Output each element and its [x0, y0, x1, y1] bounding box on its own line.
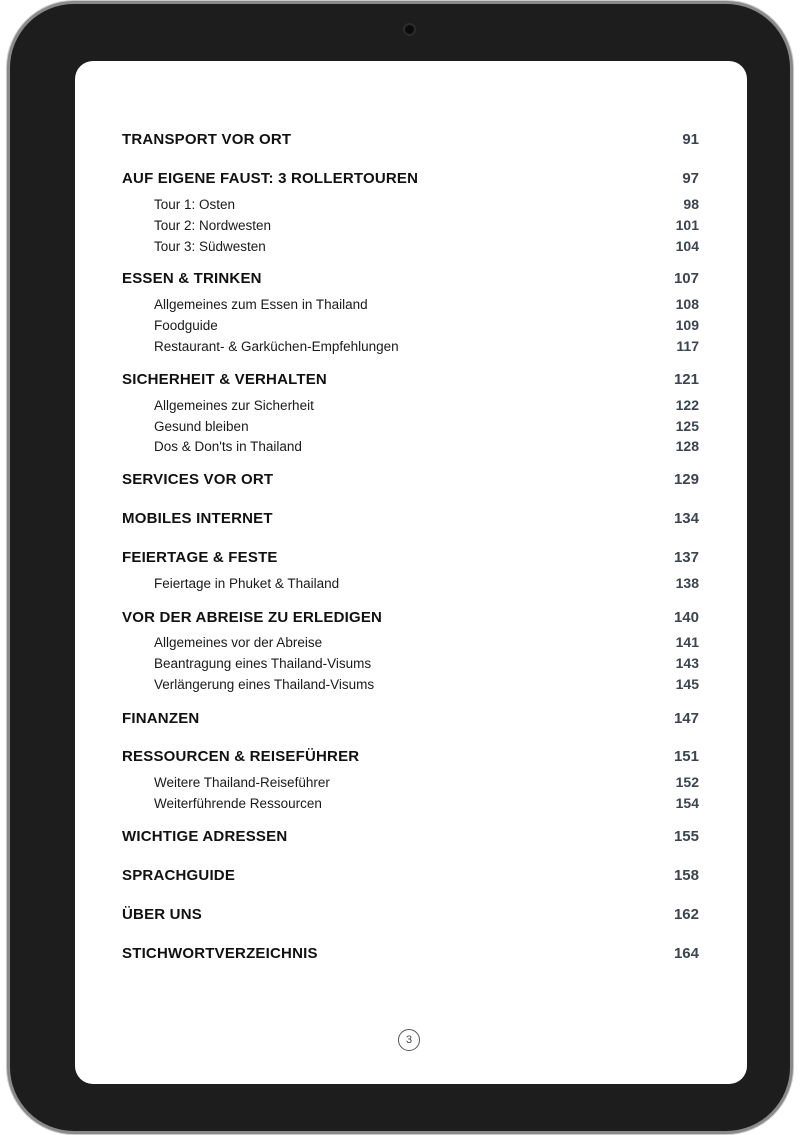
- toc-entry-page: 164: [673, 944, 699, 962]
- toc-subentry[interactable]: [154, 294, 699, 314]
- toc-entry-title: AUF EIGENE FAUST: 3 ROLLERTOUREN: [122, 169, 419, 187]
- toc-subentry-title: Beantragung eines Thailand-Visums: [154, 655, 372, 671]
- toc-entry-title: WICHTIGE ADRESSEN: [122, 827, 288, 845]
- toc-subentry-title: Verlängerung eines Thailand-Visums: [154, 676, 375, 692]
- toc-entry-page: 107: [673, 269, 699, 287]
- toc-subentry[interactable]: [154, 674, 699, 694]
- toc-entry-page: 97: [682, 169, 699, 187]
- toc-subentry-page: 109: [675, 317, 699, 333]
- toc-subentry-page: 98: [683, 196, 699, 212]
- toc-subentry-page: 104: [675, 238, 699, 254]
- toc-entry-essen[interactable]: [122, 266, 699, 290]
- front-camera: [405, 25, 414, 34]
- toc-subentry-page: 128: [675, 438, 699, 454]
- toc-entry-transport[interactable]: [122, 127, 699, 151]
- toc-entry-sicherheit[interactable]: [122, 367, 699, 391]
- tablet-frame: [10, 4, 790, 1131]
- toc-subentry[interactable]: [154, 793, 699, 813]
- toc-subentry-title: Allgemeines zur Sicherheit: [154, 397, 314, 413]
- toc-subentry[interactable]: [154, 772, 699, 792]
- toc-entry-page: 137: [673, 548, 699, 566]
- toc-subentry-title: Tour 3: Südwesten: [154, 238, 266, 254]
- toc-entry-abreise[interactable]: [122, 605, 699, 629]
- toc-subentry-page: 143: [675, 655, 699, 671]
- toc-entry-title: MOBILES INTERNET: [122, 509, 273, 527]
- toc-entry-page: 129: [673, 470, 699, 488]
- toc-entry-page: 147: [673, 709, 699, 727]
- toc-subentry-title: Allgemeines vor der Abreise: [154, 634, 323, 650]
- toc-entry-sprachguide[interactable]: [122, 863, 699, 887]
- toc-entry-title: TRANSPORT VOR ORT: [122, 130, 292, 148]
- toc-subentry-title: Tour 1: Osten: [154, 196, 236, 212]
- toc-subentry[interactable]: [154, 573, 699, 593]
- toc-subentry[interactable]: [154, 194, 699, 214]
- toc-subentry[interactable]: [154, 336, 699, 356]
- toc-subentry-title: Foodguide: [154, 317, 218, 333]
- toc-entry-ressourcen[interactable]: [122, 744, 699, 768]
- toc-entry-stichwort[interactable]: [122, 941, 699, 965]
- toc-entry-internet[interactable]: [122, 506, 699, 530]
- toc-subentry-title: Tour 2: Nordwesten: [154, 217, 272, 233]
- toc-entry-title: SPRACHGUIDE: [122, 866, 236, 884]
- toc-entry-page: 134: [673, 509, 699, 527]
- toc-subentry[interactable]: [154, 236, 699, 256]
- toc-subentry-title: Restaurant- & Garküchen-Empfehlungen: [154, 338, 399, 354]
- toc-entry-title: STICHWORTVERZEICHNIS: [122, 944, 318, 962]
- toc-entry-title: SERVICES VOR ORT: [122, 470, 274, 488]
- toc-subentry-page: 138: [675, 575, 699, 591]
- toc-subentry[interactable]: [154, 416, 699, 436]
- toc-entry-finanzen[interactable]: [122, 706, 699, 730]
- toc-entry-page: 158: [673, 866, 699, 884]
- toc-entry-rollertouren[interactable]: [122, 166, 699, 190]
- toc-subentry-title: Weitere Thailand-Reiseführer: [154, 774, 330, 790]
- toc-entry-title: VOR DER ABREISE ZU ERLEDIGEN: [122, 608, 383, 626]
- toc-entry-page: 121: [673, 370, 699, 388]
- toc-subentry[interactable]: [154, 215, 699, 235]
- toc-subentry-title: Dos & Don'ts in Thailand: [154, 438, 302, 454]
- toc-subentry-title: Feiertage in Phuket & Thailand: [154, 575, 340, 591]
- toc-entry-feiertage[interactable]: [122, 545, 699, 569]
- toc-subentry[interactable]: [154, 395, 699, 415]
- toc-subentry-page: 145: [675, 676, 699, 692]
- toc-subentry-page: 141: [675, 634, 699, 650]
- toc-subentry[interactable]: [154, 632, 699, 652]
- toc-entry-title: FINANZEN: [122, 709, 200, 727]
- toc-subentry-page: 108: [675, 296, 699, 312]
- ebook-page: [75, 61, 747, 1084]
- toc-entry-page: 151: [673, 747, 699, 765]
- toc-subentry[interactable]: [154, 436, 699, 456]
- toc-entry-services[interactable]: [122, 467, 699, 491]
- toc-subentry[interactable]: [154, 653, 699, 673]
- toc-entry-ueber-uns[interactable]: [122, 902, 699, 926]
- toc-entry-page: 140: [673, 608, 699, 626]
- toc-entry-title: ÜBER UNS: [122, 905, 202, 923]
- toc-subentry[interactable]: [154, 315, 699, 335]
- toc-entry-title: SICHERHEIT & VERHALTEN: [122, 370, 327, 388]
- toc-subentry-page: 125: [675, 418, 699, 434]
- toc-subentry-title: Gesund bleiben: [154, 418, 249, 434]
- toc-subentry-title: Allgemeines zum Essen in Thailand: [154, 296, 368, 312]
- toc-subentry-page: 122: [675, 397, 699, 413]
- toc-subentry-page: 101: [675, 217, 699, 233]
- page-number-badge: 3: [398, 1029, 420, 1051]
- toc-entry-title: ESSEN & TRINKEN: [122, 269, 262, 287]
- toc-subentry-page: 154: [675, 795, 699, 811]
- toc-entry-adressen[interactable]: [122, 824, 699, 848]
- toc-entry-title: FEIERTAGE & FESTE: [122, 548, 278, 566]
- toc-subentry-title: Weiterführende Ressourcen: [154, 795, 322, 811]
- toc-entry-page: 155: [673, 827, 699, 845]
- toc-entry-title: RESSOURCEN & REISEFÜHRER: [122, 747, 360, 765]
- toc-entry-page: 162: [673, 905, 699, 923]
- toc-subentry-page: 152: [675, 774, 699, 790]
- toc-subentry-page: 117: [676, 338, 699, 354]
- toc-entry-page: 91: [682, 130, 699, 148]
